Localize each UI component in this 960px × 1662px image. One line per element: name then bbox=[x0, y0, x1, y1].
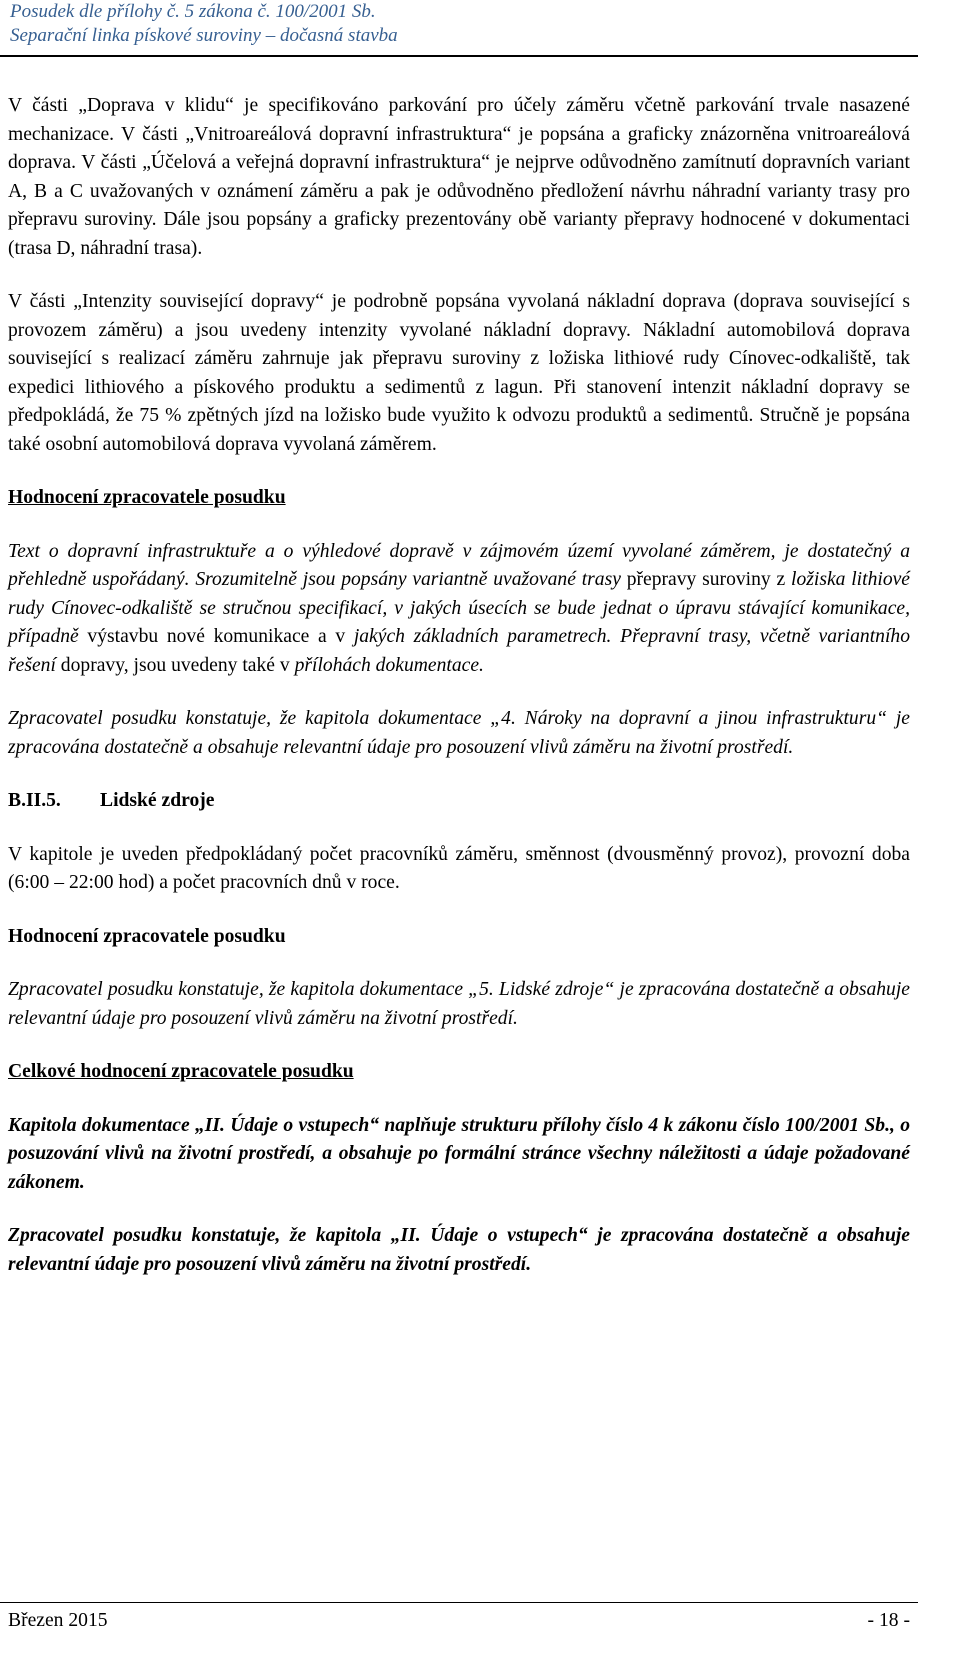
final-paragraph-conclusion: Zpracovatel posudku konstatuje, že kapitola „II. Údaje o vstupech“ je zpracována dostatečně a obsahuje relevantní údaje pro posouzení vlivů záměru na životní prostředí. bbox=[8, 1225, 910, 1275]
evaluation-paragraph-conclusion: Zpracovatel posudku konstatuje, že kapitola dokumentace „4. Nároky na dopravní a jinou infrastrukturu“ je zpracována dostatečně a obsahuje relevantní údaje pro posouzení vlivů záměru na životní prostředí. bbox=[8, 708, 910, 758]
page-footer bbox=[8, 1610, 910, 1632]
evaluation-paragraph-infrastructure: Text o dopravní infrastruktuře a o výhledové dopravě v zájmovém území vyvolané záměrem, je dostatečný a přehledně uspořádaný. Srozumitelně jsou popsány variantně uvažované trasy přepravy suroviny z ložiska lithiové rudy Cínovec-odkaliště se stručnou specifikací, v jakých úsecích se bude jednat o úpravu stávající komunikace, případně výstavbu nové komunikace a v jakých základních parametrech. Přepravní trasy, včetně variantního řešení dopravy, jsou uvedeny také v přílohách dokumentace. bbox=[8, 540, 911, 676]
header-divider bbox=[0, 55, 918, 57]
document-body bbox=[8, 92, 910, 1304]
section-number: B.II.5. bbox=[8, 790, 61, 811]
header-document-title: Posudek dle přílohy č. 5 zákona č. 100/2001 Sb. bbox=[10, 1, 376, 22]
header-project-title: Separační linka pískové suroviny – dočasná stavba bbox=[10, 25, 398, 46]
heading-overall-evaluation: Celkové hodnocení zpracovatele posudku bbox=[8, 1061, 354, 1082]
final-paragraph-structure: Kapitola dokumentace „II. Údaje o vstupech“ naplňuje strukturu přílohy číslo 4 k zákonu číslo 100/2001 Sb., o posuzování vlivů na životní prostředí, a obsahuje po formální stránce všechny náležitosti a údaje požadované zákonem. bbox=[8, 1114, 910, 1193]
paragraph-traffic-intensity: V části „Intenzity související dopravy“ je podrobně popsána vyvolaná nákladní doprava (doprava související s provozem záměru) a jsou uvedeny intenzity vyvolané nákladní dopravy. Nákladní automobilová doprava související s realizací záměru zahrnuje jak přepravu suroviny z ložiska lithiové rudy Cínovec-odkaliště, tak expedici lithiového a pískového produktu a sedimentů z lagun. Při stanovení intenzit nákladní dopravy se předpokládá, že 75 % zpětných jízd na ložisko bude využito k odvozu produktů a sedimentů. Stručně je popsána také osobní automobilová doprava vyvolaná záměrem. bbox=[8, 291, 910, 455]
section-title: Lidské zdroje bbox=[100, 790, 215, 811]
heading-evaluation-2: Hodnocení zpracovatele posudku bbox=[8, 925, 286, 947]
footer-divider bbox=[0, 1602, 918, 1603]
paragraph-transport: V části „Doprava v klidu“ je specifikováno parkování pro účely záměru včetně parkování trvale nasazené mechanizace. V části „Vnitroareálová dopravní infrastruktura“ je popsána a graficky znázorněna vnitroareálová doprava. V části „Účelová a veřejná dopravní infrastruktura“ je nejprve odůvodněno zamítnutí dopravních variant A, B a C uvažovaných v oznámení záměru a pak je odůvodněno předložení návrhu náhradní varianty trasy pro přepravu suroviny. Dále jsou popsány a graficky prezentovány obě varianty přepravy hodnocené v dokumentaci (trasa D, náhradní trasa). bbox=[8, 95, 910, 259]
footer-page-number: - 18 - bbox=[867, 1610, 910, 1631]
page-header bbox=[10, 0, 910, 48]
section-heading bbox=[8, 787, 910, 816]
paragraph-human-resources: V kapitole je uveden předpokládaný počet pracovníků záměru, směnnost (dvousměnný provoz), provozní doba (6:00 – 22:00 hod) a počet pracovních dnů v roce. bbox=[8, 843, 910, 893]
heading-evaluation: Hodnocení zpracovatele posudku bbox=[8, 487, 286, 508]
footer-date: Březen 2015 bbox=[8, 1610, 108, 1631]
evaluation-paragraph-human-resources: Zpracovatel posudku konstatuje, že kapitola dokumentace „5. Lidské zdroje“ je zpracována dostatečně a obsahuje relevantní údaje pro posouzení vlivů záměru na životní prostředí. bbox=[8, 979, 910, 1029]
